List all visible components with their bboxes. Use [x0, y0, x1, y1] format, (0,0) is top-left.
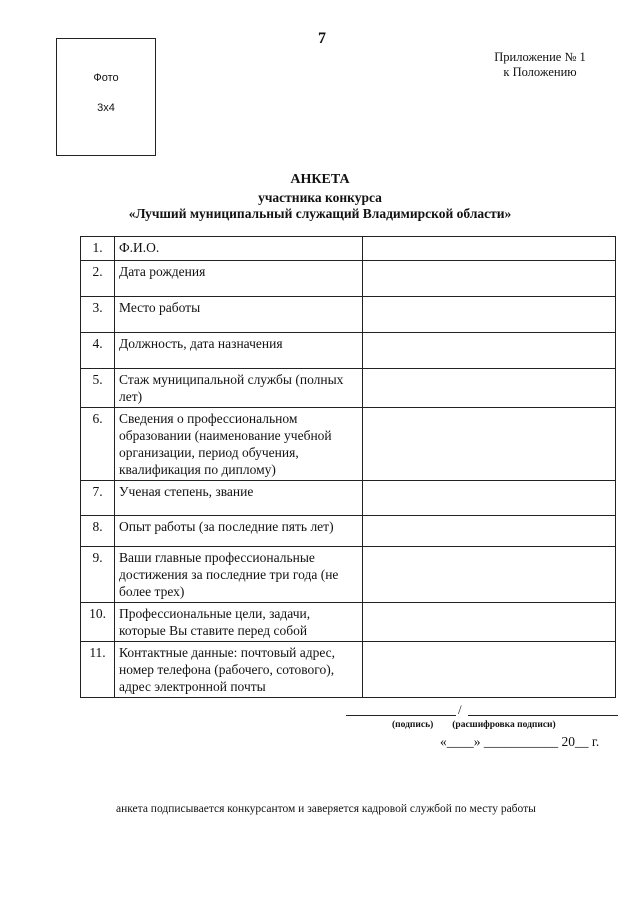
row-label: Дата рождения [115, 261, 363, 297]
table-row [81, 261, 616, 297]
row-value[interactable] [363, 333, 616, 369]
row-value[interactable] [363, 642, 616, 698]
row-label: Ученая степень, звание [115, 481, 363, 516]
table-row [81, 603, 616, 642]
row-label: Ф.И.О. [115, 237, 363, 261]
row-value[interactable] [363, 261, 616, 297]
row-number: 2. [81, 261, 115, 297]
appendix-line-1: Приложение № 1 [494, 50, 586, 64]
table-row [81, 642, 616, 698]
row-number: 11. [81, 642, 115, 698]
table-row [81, 547, 616, 603]
table-row [81, 408, 616, 481]
questionnaire-table [80, 236, 616, 698]
row-value[interactable] [363, 297, 616, 333]
appendix-line-2: к Положению [503, 65, 577, 79]
table-row [81, 237, 616, 261]
row-number: 3. [81, 297, 115, 333]
row-label: Стаж муниципальной службы (полных лет) [115, 369, 363, 408]
appendix-note [470, 50, 610, 80]
row-value[interactable] [363, 237, 616, 261]
row-number: 4. [81, 333, 115, 369]
row-label: Место работы [115, 297, 363, 333]
contest-name: «Лучший муниципальный служащий Владимирской области» [128, 206, 512, 221]
row-value[interactable] [363, 369, 616, 408]
row-value[interactable] [363, 408, 616, 481]
form-title: АНКЕТА [290, 172, 350, 187]
row-label: Должность, дата назначения [115, 333, 363, 369]
row-number: 8. [81, 516, 115, 547]
row-number: 10. [81, 603, 115, 642]
row-label: Ваши главные профессиональные достижения за последние три года (не более трех) [115, 547, 363, 603]
table-row [81, 369, 616, 408]
row-number: 1. [81, 237, 115, 261]
table-row [81, 481, 616, 516]
photo-placeholder [56, 38, 156, 156]
signature-caption: (подпись) (расшифровка подписи) [392, 720, 556, 730]
photo-label: Фото [93, 72, 119, 84]
signature-underline [346, 715, 456, 716]
form-subtitle: участника конкурса [258, 190, 382, 205]
table-row [81, 516, 616, 547]
row-number: 6. [81, 408, 115, 481]
row-number: 9. [81, 547, 115, 603]
row-label: Сведения о профессиональном образовании (наименование учебной организации, период обучения, квалификация по диплому) [115, 408, 363, 481]
signature-line[interactable] [346, 702, 618, 720]
row-label: Опыт работы (за последние пять лет) [115, 516, 363, 547]
row-number: 5. [81, 369, 115, 408]
table-row [81, 333, 616, 369]
row-value[interactable] [363, 603, 616, 642]
row-value[interactable] [363, 481, 616, 516]
signature-date-line[interactable]: «____» ___________ 20__ г. [440, 734, 600, 749]
row-label: Контактные данные: почтовый адрес, номер телефона (рабочего, сотового), адрес электронной почты [115, 642, 363, 698]
table-row [81, 297, 616, 333]
row-number: 7. [81, 481, 115, 516]
photo-size: 3x4 [97, 102, 115, 114]
page-number: 7 [318, 30, 326, 47]
row-label: Профессиональные цели, задачи, которые Вы ставите перед собой [115, 603, 363, 642]
row-value[interactable] [363, 547, 616, 603]
row-value[interactable] [363, 516, 616, 547]
footnote: анкета подписывается конкурсантом и заверяется кадровой службой по месту работы [116, 803, 536, 815]
signature-separator: / [458, 702, 462, 717]
signature-name-underline [468, 715, 618, 716]
